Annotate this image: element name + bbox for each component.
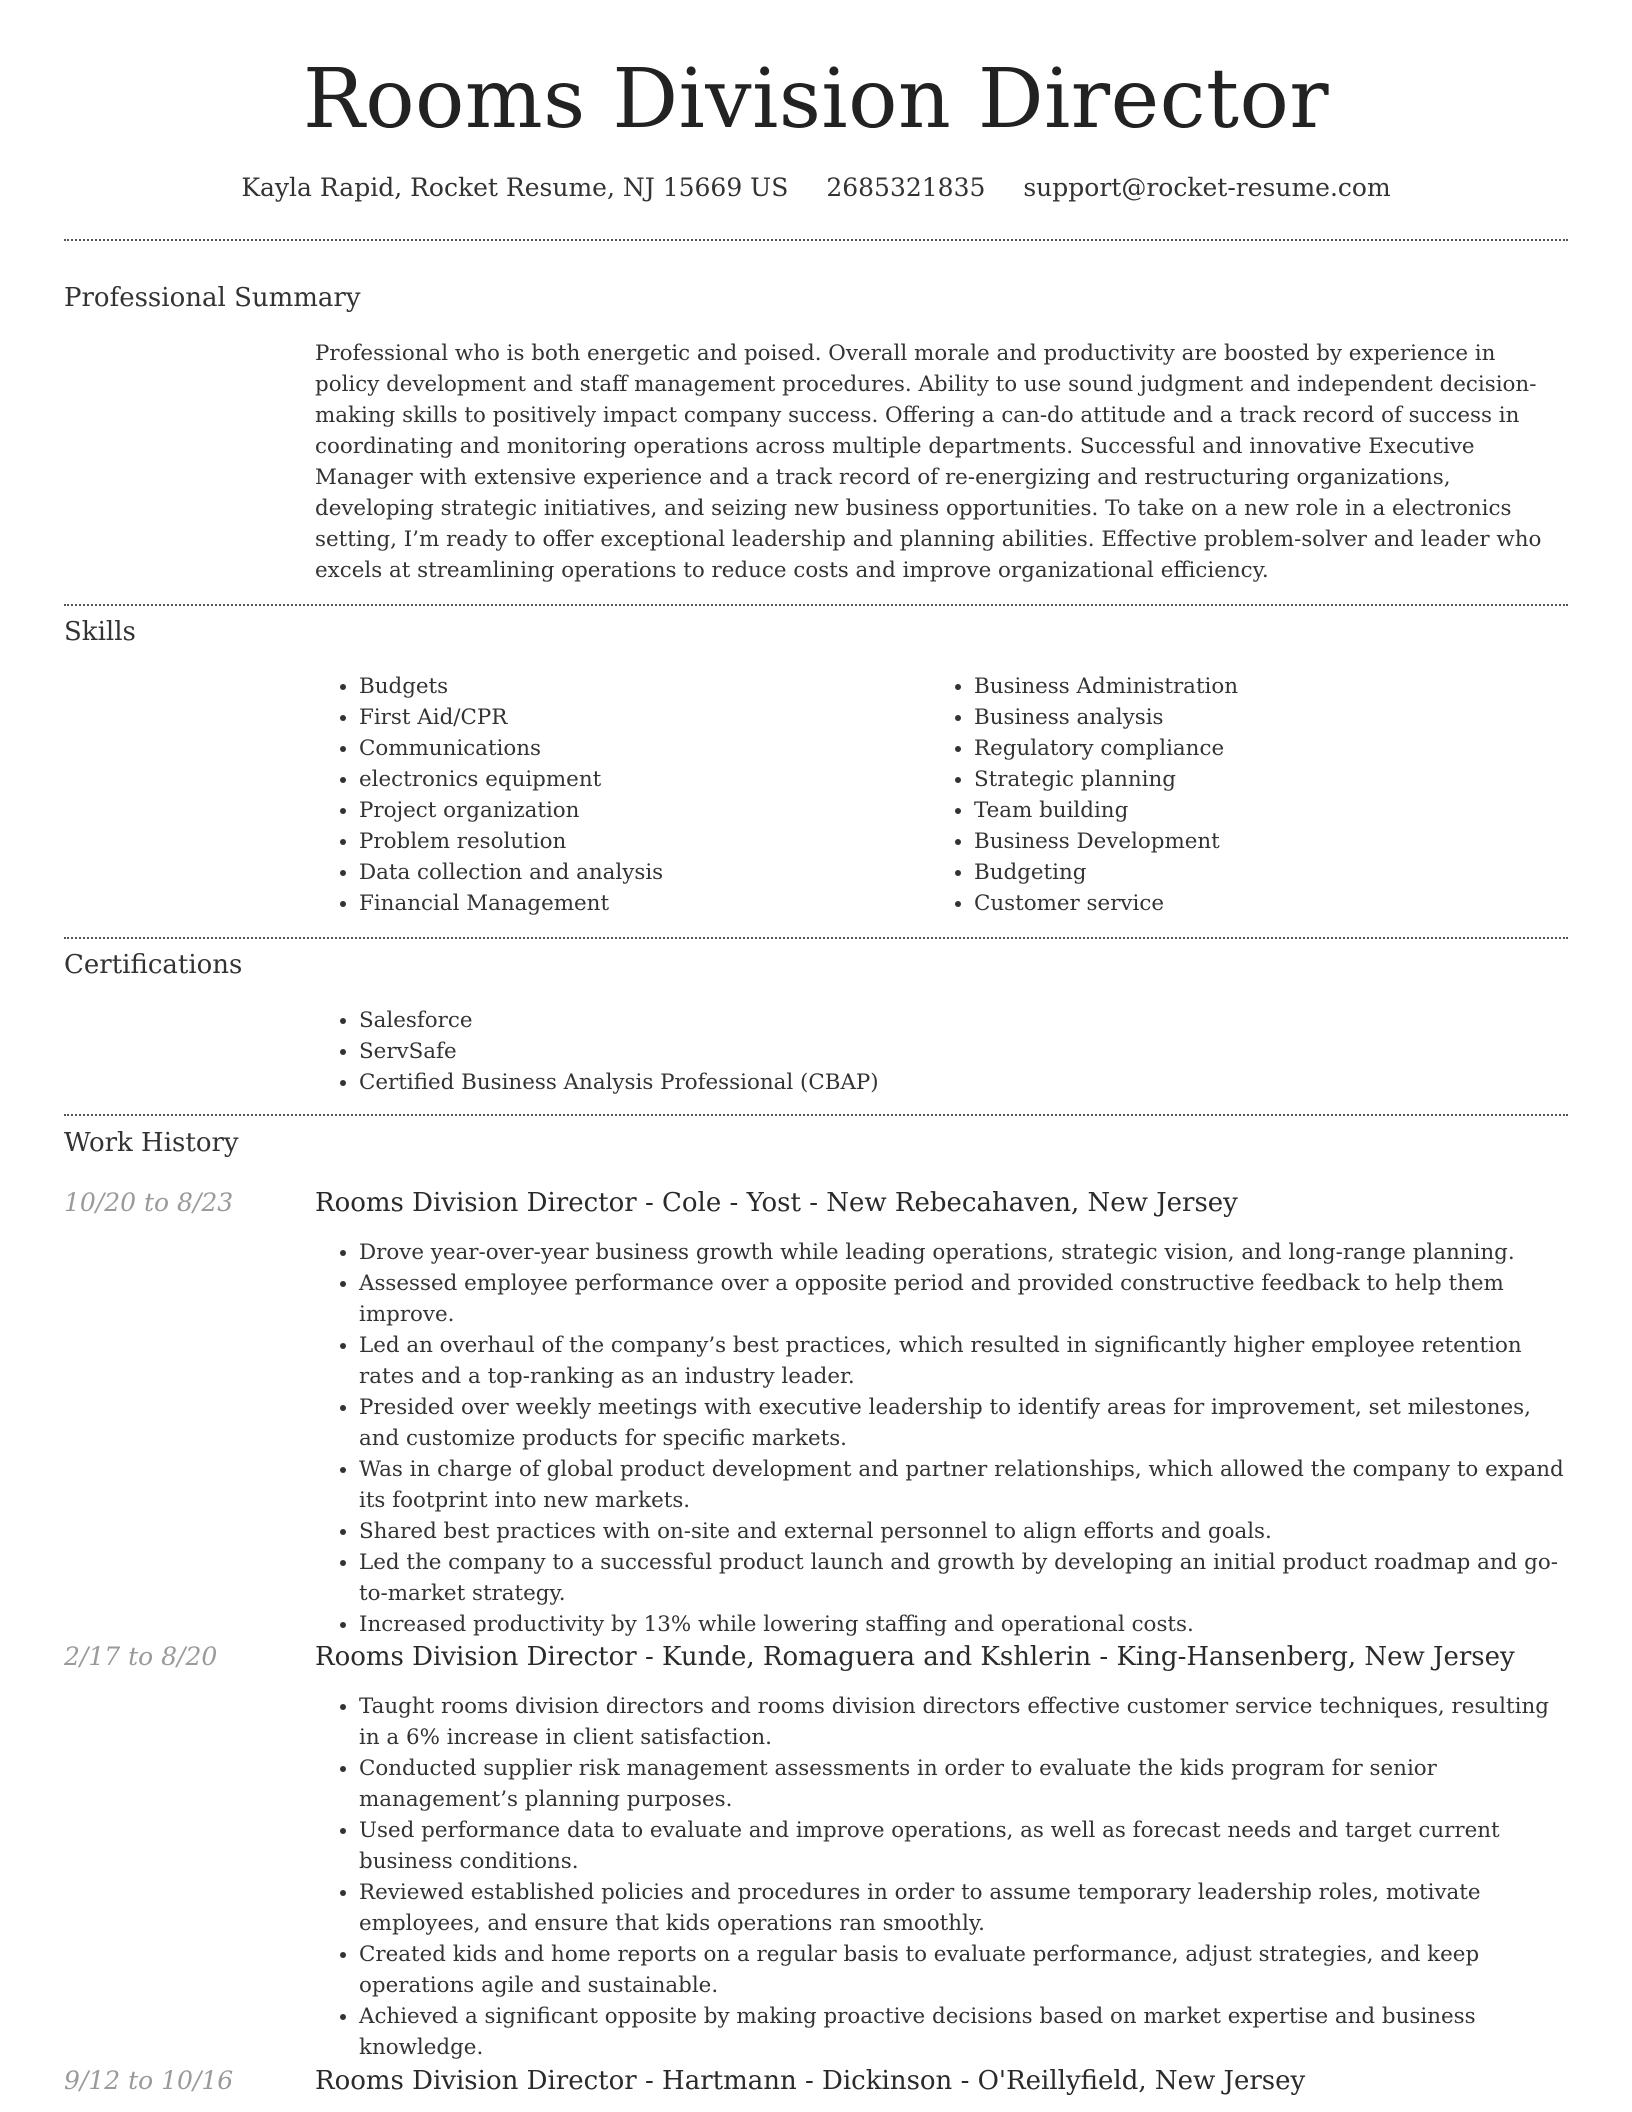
skill-item: • Business Development bbox=[974, 826, 1238, 857]
skill-item: • Strategic planning bbox=[974, 764, 1238, 795]
section-heading-work-history: Work History bbox=[64, 1128, 239, 1158]
skill-item: • Budgeting bbox=[974, 857, 1238, 888]
contact-address: Kayla Rapid, Rocket Resume, NJ 15669 US bbox=[241, 173, 789, 202]
job-bullet: • Led an overhaul of the company’s best practices, which resulted in significantly higher employee retention rates and a top-ranking as an industry leader. bbox=[359, 1330, 1565, 1392]
certifications-list bbox=[315, 1005, 879, 1098]
job-bullet: • Created kids and home reports on a regular basis to evaluate performance, adjust strategies, and keep operations agile and sustainable. bbox=[359, 1939, 1565, 2001]
divider bbox=[64, 937, 1568, 939]
section-heading-certifications: Certifications bbox=[64, 950, 243, 980]
divider bbox=[64, 604, 1568, 606]
contact-phone: 2685321835 bbox=[826, 173, 986, 202]
divider bbox=[64, 239, 1568, 241]
skill-item: • Project organization bbox=[359, 795, 663, 826]
job-bullet: • Taught rooms division directors and rooms division directors effective customer service techniques, resulting in a 6% increase in client satisfaction. bbox=[359, 1691, 1565, 1753]
skill-item: • Communications bbox=[359, 733, 663, 764]
job-bullets bbox=[315, 1237, 1565, 1640]
job-bullets bbox=[315, 1691, 1565, 2063]
job-title: Rooms Division Director - Hartmann - Dickinson - O'Reillyfield, New Jersey bbox=[315, 2066, 1306, 2096]
job-bullet: • Used performance data to evaluate and improve operations, as well as forecast needs and target current business conditions. bbox=[359, 1815, 1565, 1877]
job-bullet: • Achieved a significant opposite by making proactive decisions based on market expertise and business knowledge. bbox=[359, 2001, 1565, 2063]
skill-item: • Budgets bbox=[359, 671, 663, 702]
section-heading-summary: Professional Summary bbox=[64, 283, 361, 313]
skills-left-column bbox=[315, 671, 663, 919]
job-bullet: • Reviewed established policies and procedures in order to assume temporary leadership roles, motivate employees, and ensure that kids operations ran smoothly. bbox=[359, 1877, 1565, 1939]
skill-item: • electronics equipment bbox=[359, 764, 663, 795]
certification-item: • Salesforce bbox=[359, 1005, 879, 1036]
certification-item: • ServSafe bbox=[359, 1036, 879, 1067]
contact-email[interactable]: support@rocket-resume.com bbox=[1023, 173, 1391, 202]
job-bullet: • Increased productivity by 13% while lowering staffing and operational costs. bbox=[359, 1609, 1565, 1640]
skill-item: • Data collection and analysis bbox=[359, 857, 663, 888]
skill-item: • Regulatory compliance bbox=[974, 733, 1238, 764]
skill-item: • Financial Management bbox=[359, 888, 663, 919]
job-dates: 2/17 to 8/20 bbox=[64, 1642, 218, 1671]
job-bullet: • Presided over weekly meetings with executive leadership to identify areas for improvement, set milestones, and customize products for specific markets. bbox=[359, 1392, 1565, 1454]
job-bullet: • Drove year-over-year business growth while leading operations, strategic vision, and long-range planning. bbox=[359, 1237, 1565, 1268]
job-bullet: • Conducted supplier risk management assessments in order to evaluate the kids program for senior management’s planning purposes. bbox=[359, 1753, 1565, 1815]
job-dates: 9/12 to 10/16 bbox=[64, 2066, 234, 2095]
job-bullet: • Led the company to a successful product launch and growth by developing an initial product roadmap and go-to-market strategy. bbox=[359, 1547, 1565, 1609]
skill-item: • Business Administration bbox=[974, 671, 1238, 702]
resume-title: Rooms Division Director bbox=[302, 52, 1330, 147]
certification-item: • Certified Business Analysis Professional (CBAP) bbox=[359, 1067, 879, 1098]
contact-line bbox=[0, 170, 1632, 206]
job-bullet: • Shared best practices with on-site and external personnel to align efforts and goals. bbox=[359, 1516, 1565, 1547]
skills-right-column bbox=[930, 671, 1238, 919]
divider bbox=[64, 1114, 1568, 1116]
job-bullet: • Assessed employee performance over a opposite period and provided constructive feedback to help them improve. bbox=[359, 1268, 1565, 1330]
job-dates: 10/20 to 8/23 bbox=[64, 1188, 234, 1217]
job-title: Rooms Division Director - Cole - Yost - New Rebecahaven, New Jersey bbox=[315, 1188, 1238, 1218]
section-heading-skills: Skills bbox=[64, 617, 136, 647]
skill-item: • Team building bbox=[974, 795, 1238, 826]
skill-item: • Business analysis bbox=[974, 702, 1238, 733]
skill-item: • First Aid/CPR bbox=[359, 702, 663, 733]
job-bullet: • Was in charge of global product development and partner relationships, which allowed the company to expand its footprint into new markets. bbox=[359, 1454, 1565, 1516]
skill-item: • Problem resolution bbox=[359, 826, 663, 857]
skill-item: • Customer service bbox=[974, 888, 1238, 919]
job-title: Rooms Division Director - Kunde, Romaguera and Kshlerin - King-Hansenberg, New Jersey bbox=[315, 1642, 1515, 1672]
summary-text: Professional who is both energetic and poised. Overall morale and productivity are boosted by experience in policy development and staff management procedures. Ability to use sound judgment and independent decision-making skills to positively impact company success. Offering a can-do attitude and a track record of success in coordinating and monitoring operations across multiple departments. Successful and innovative Executive Manager with extensive experience and a track record of re-energizing and restructuring organizations, developing strategic initiatives, and seizing new business opportunities. To take on a new role in a electronics setting, I’m ready to offer exceptional leadership and planning abilities. Effective problem-solver and leader who excels at streamlining operations to reduce costs and improve organizational efficiency. bbox=[315, 341, 1542, 583]
